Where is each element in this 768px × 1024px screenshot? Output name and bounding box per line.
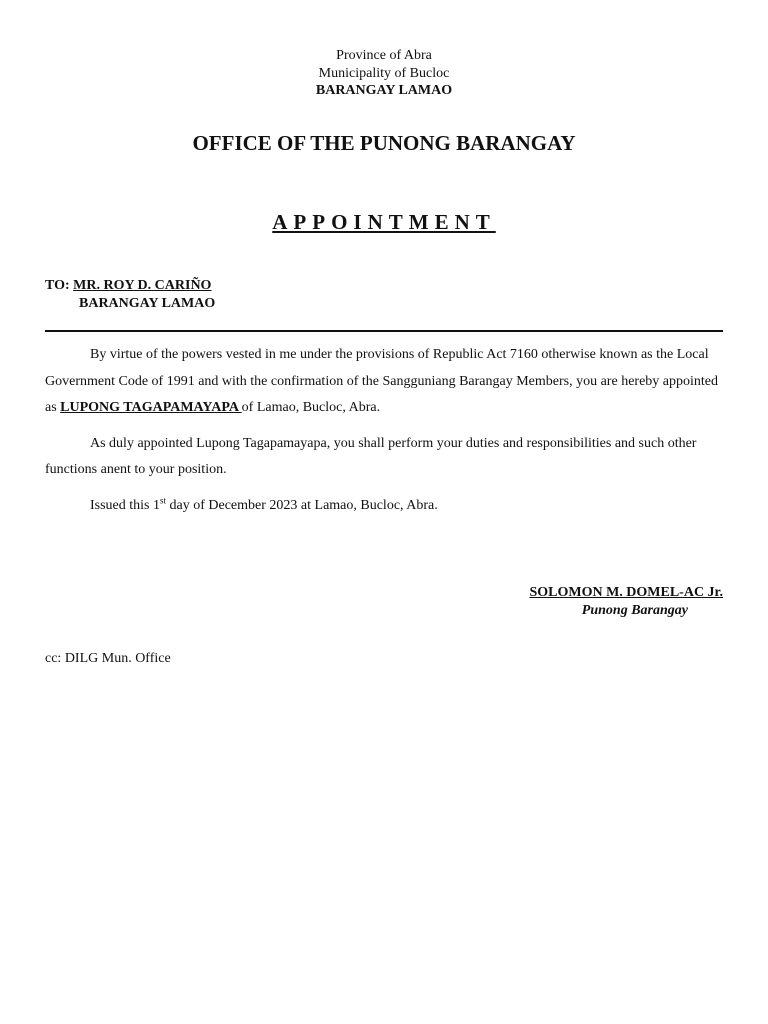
letter-body (45, 342, 723, 528)
issued-text: Issued this 1 (90, 497, 160, 513)
issued-ordinal: st (160, 494, 167, 505)
paragraph-appointment (45, 342, 723, 422)
signatory-name: SOLOMON M. DOMEL-AC Jr. (529, 585, 723, 600)
appointed-position: LUPONG TAGAPAMAYAPA (60, 400, 242, 415)
paragraph-duties: As duly appointed Lupong Tagapamayapa, you shall perform your duties and responsibilities and such other functions anent to your position. (45, 435, 697, 477)
paragraph-appointment-location: of Lamao, Bucloc, Abra. (241, 400, 381, 415)
addressee-block (45, 277, 215, 313)
office-title: OFFICE OF THE PUNONG BARANGAY (192, 131, 576, 155)
paragraph-appointment-text: By virtue of the powers vested in me under the provisions of Republic Act 7160 otherwise known as the Local Government Code of 1991 and with the confirmation of the Sangguniang Barangay Members, you are hereby appointed as (45, 347, 718, 415)
paragraph-issued (45, 493, 723, 520)
signatory-title: Punong Barangay (581, 603, 688, 618)
barangay-line: BARANGAY LAMAO (315, 83, 453, 98)
addressee-name: MR. ROY D. CARIÑO (73, 278, 212, 293)
document-title: APPOINTMENT (272, 210, 496, 234)
carbon-copy-line: cc: DILG Mun. Office (45, 651, 171, 666)
addressee-barangay: BARANGAY LAMAO (79, 296, 216, 311)
province-line: Province of Abra (336, 48, 432, 63)
letterhead (0, 47, 768, 100)
horizontal-divider (45, 330, 723, 332)
issued-date-place: day of December 2023 at Lamao, Bucloc, Abra. (166, 497, 438, 513)
municipality-line: Municipality of Bucloc (318, 65, 450, 81)
addressee-prefix: TO: (45, 278, 74, 293)
signature-block (430, 584, 723, 620)
